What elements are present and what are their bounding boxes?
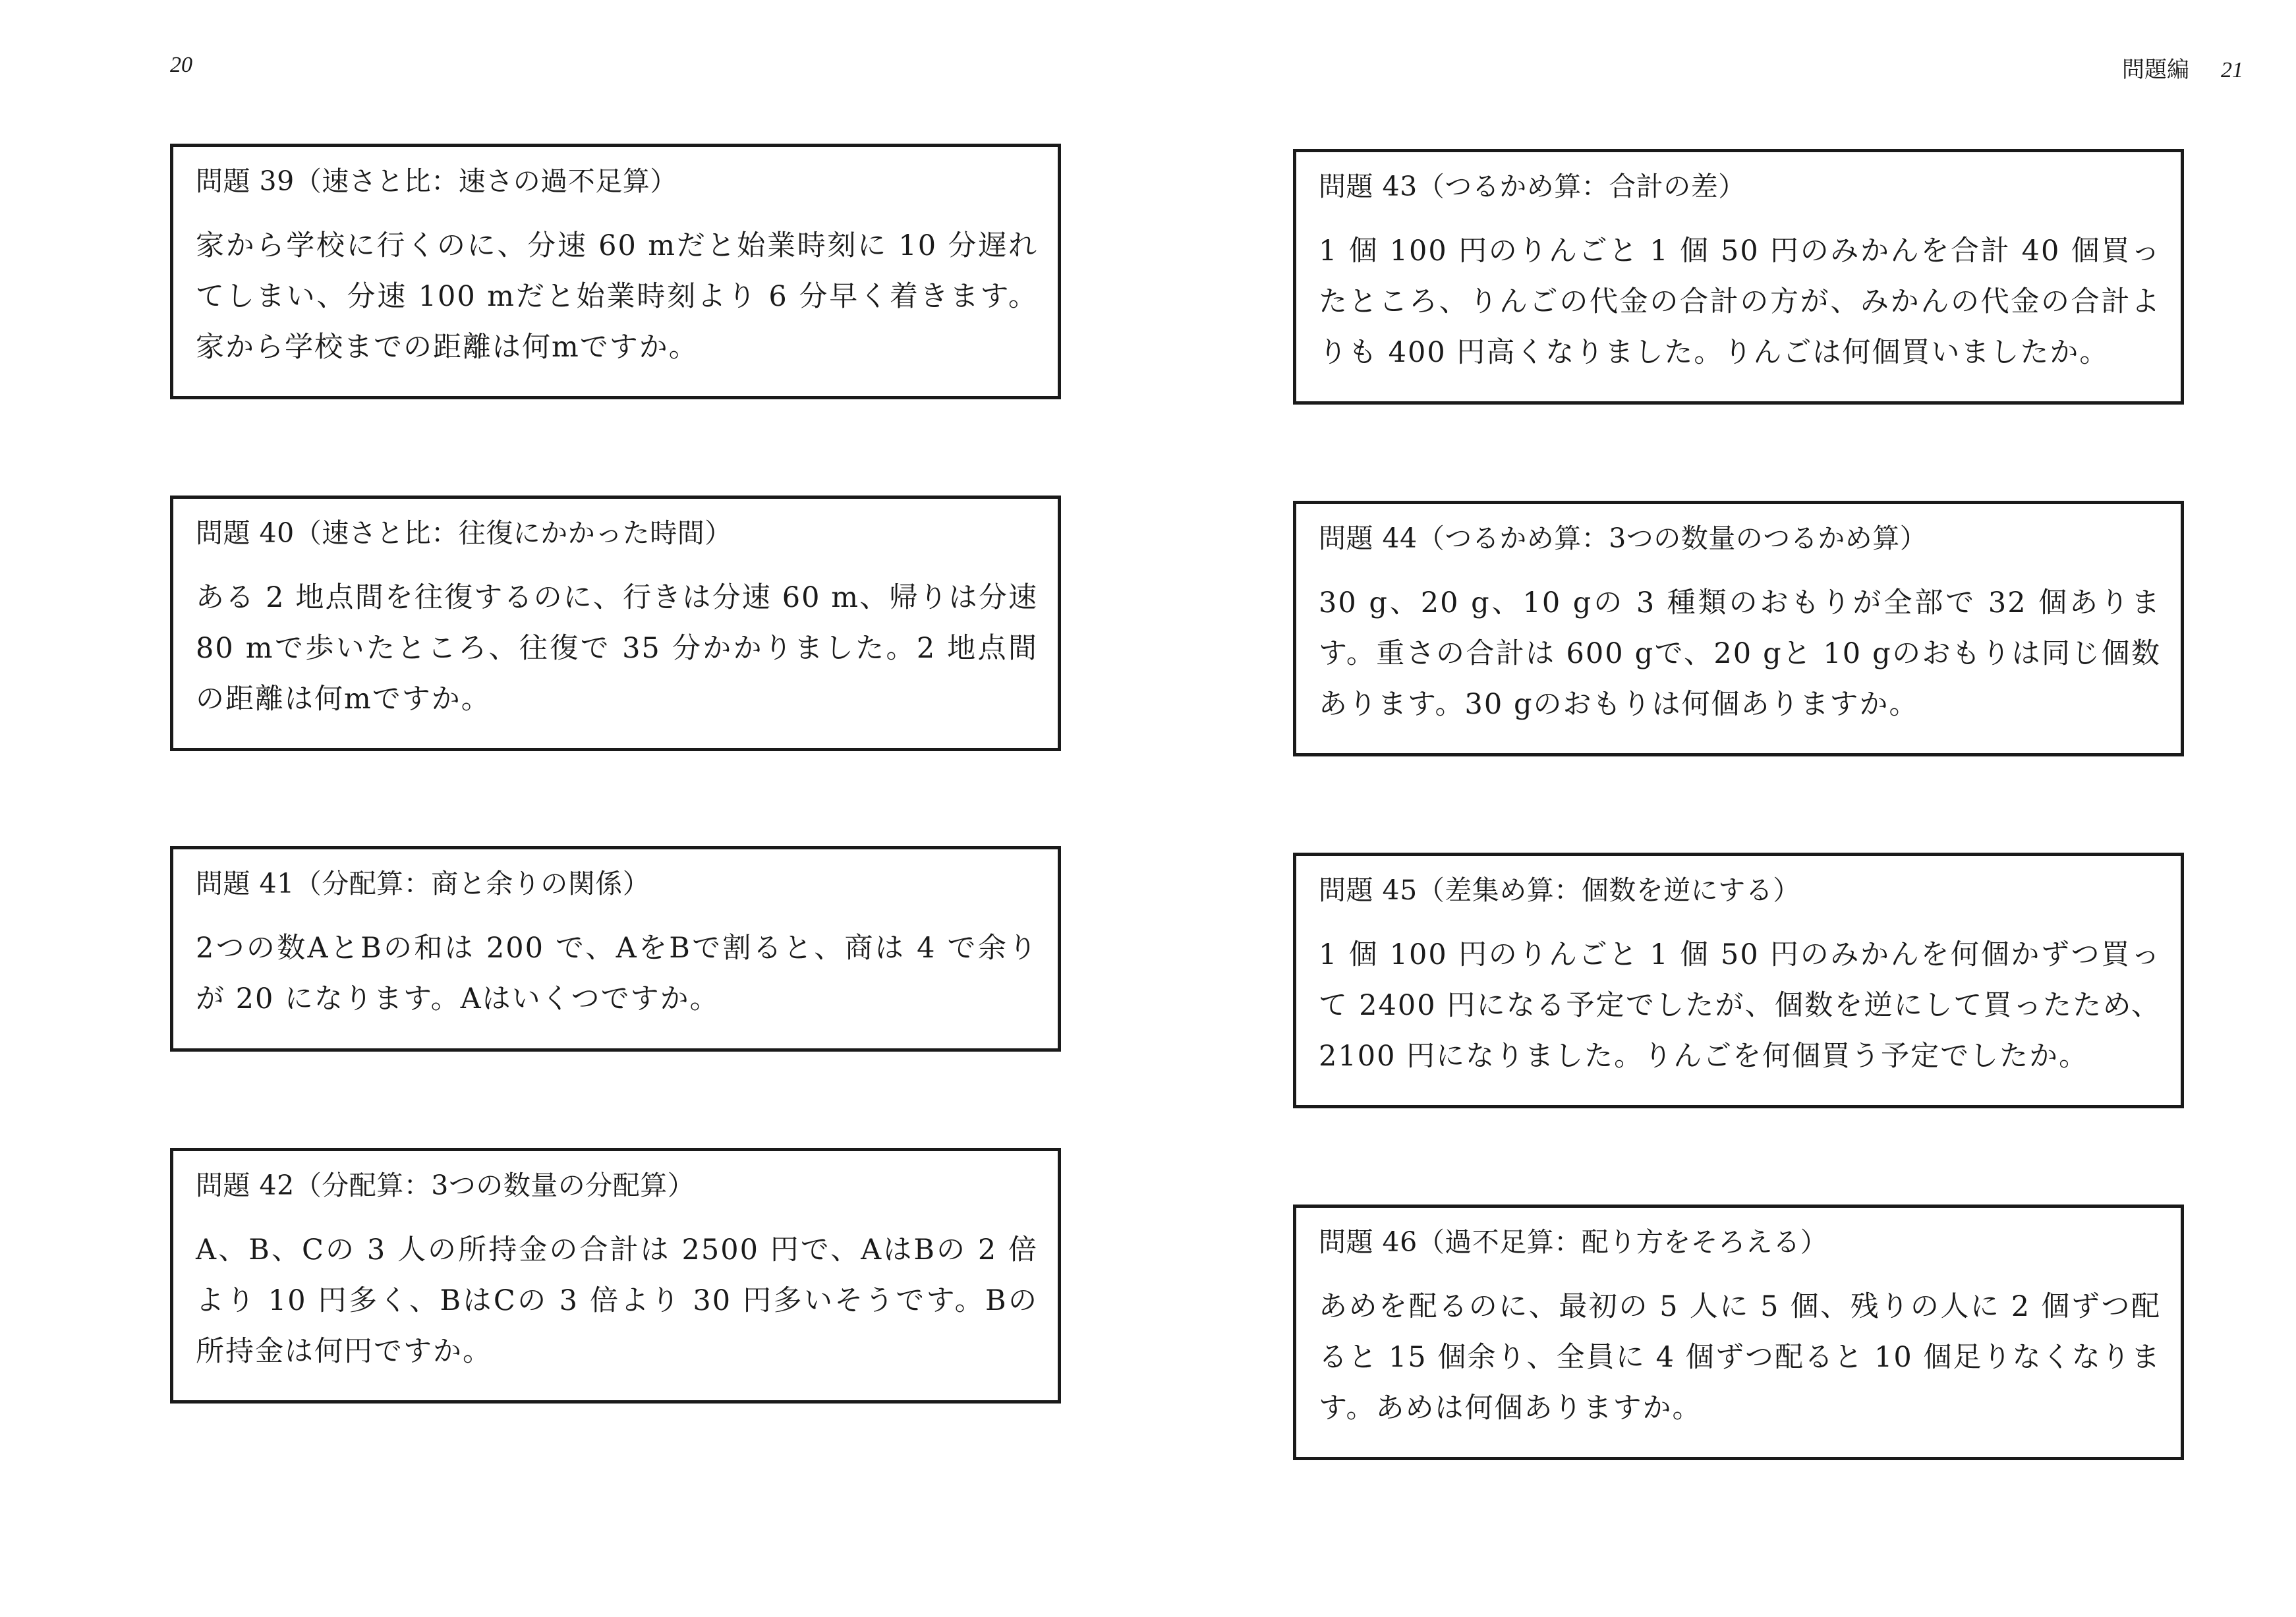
problem-44-title: 問題 44（つるかめ算：3つの数量のつるかめ算） [1319, 523, 1928, 554]
problem-45-body: 1 個 100 円のりんごと 1 個 50 円のみかんを何個かずつ買って 2400 円になる予定でしたが、個数を逆にして買ったため、2100 円になりました。りんごを何個買う予定でしたか。 [1319, 938, 2161, 1073]
right-page-number: 21 [2221, 58, 2243, 82]
problem-46-title: 問題 46（過不足算：配り方をそろえる） [1319, 1226, 1828, 1258]
problem-41-body: 2つの数AとBの和は 200 で、AをBで割ると、商は 4 で余りが 20 になります。Aはいくつですか。 [196, 932, 1038, 1015]
problem-41-title: 問題 41（分配算：商と余りの関係） [196, 868, 650, 899]
problem-43-title: 問題 43（つるかめ算：合計の差） [1319, 171, 1746, 202]
problem-42-box [170, 1148, 1061, 1404]
problem-46-body: あめを配るのに、最初の 5 人に 5 個、残りの人に 2 個ずつ配ると 15 個余り、全員に 4 個ずつ配ると 10 個足りなくなります。あめは何個ありますか。 [1319, 1290, 2161, 1425]
problem-40-body: ある 2 地点間を往復するのに、行きは分速 60 m、帰りは分速 80 mで歩いたところ、往復で 35 分かかりました。2 地点間の距離は何mですか。 [196, 581, 1038, 716]
problem-39-title: 問題 39（速さと比：速さの過不足算） [196, 165, 677, 197]
problem-46-box [1293, 1205, 2184, 1460]
problem-44-box [1293, 501, 2184, 756]
problem-43-body: 1 個 100 円のりんごと 1 個 50 円のみかんを合計 40 個買ったところ、りんごの代金の合計の方が、みかんの代金の合計よりも 400 円高くなりました。りんごは何個買いましたか。 [1319, 235, 2161, 369]
left-page-number: 20 [170, 53, 192, 77]
problem-41-box [170, 846, 1061, 1052]
problem-45-box [1293, 853, 2184, 1108]
problem-40-title: 問題 40（速さと比：往復にかかった時間） [196, 517, 732, 549]
section-title: 問題編 [2122, 57, 2189, 83]
problem-40-box [170, 496, 1061, 751]
problem-43-box [1293, 149, 2184, 405]
problem-39-body: 家から学校に行くのに、分速 60 mだと始業時刻に 10 分遅れてしまい、分速 100 mだと始業時刻より 6 分早く着きます。家から学校までの距離は何mですか。 [196, 229, 1038, 364]
right-running-head [2122, 51, 2243, 84]
problem-44-body: 30 g、20 g、10 gの 3 種類のおもりが全部で 32 個あります。重さの合計は 600 gで、20 gと 10 gのおもりは同じ個数あります。30 gのおもりは何個ありますか。 [1319, 586, 2161, 721]
problem-42-title: 問題 42（分配算：3つの数量の分配算） [196, 1170, 695, 1201]
problem-39-box [170, 144, 1061, 399]
problem-42-body: A、B、Cの 3 人の所持金の合計は 2500 円で、AはBの 2 倍より 10 円多く、BはCの 3 倍より 30 円多いそうです。Bの所持金は何円ですか。 [196, 1234, 1038, 1368]
problem-45-title: 問題 45（差集め算：個数を逆にする） [1319, 874, 1800, 906]
